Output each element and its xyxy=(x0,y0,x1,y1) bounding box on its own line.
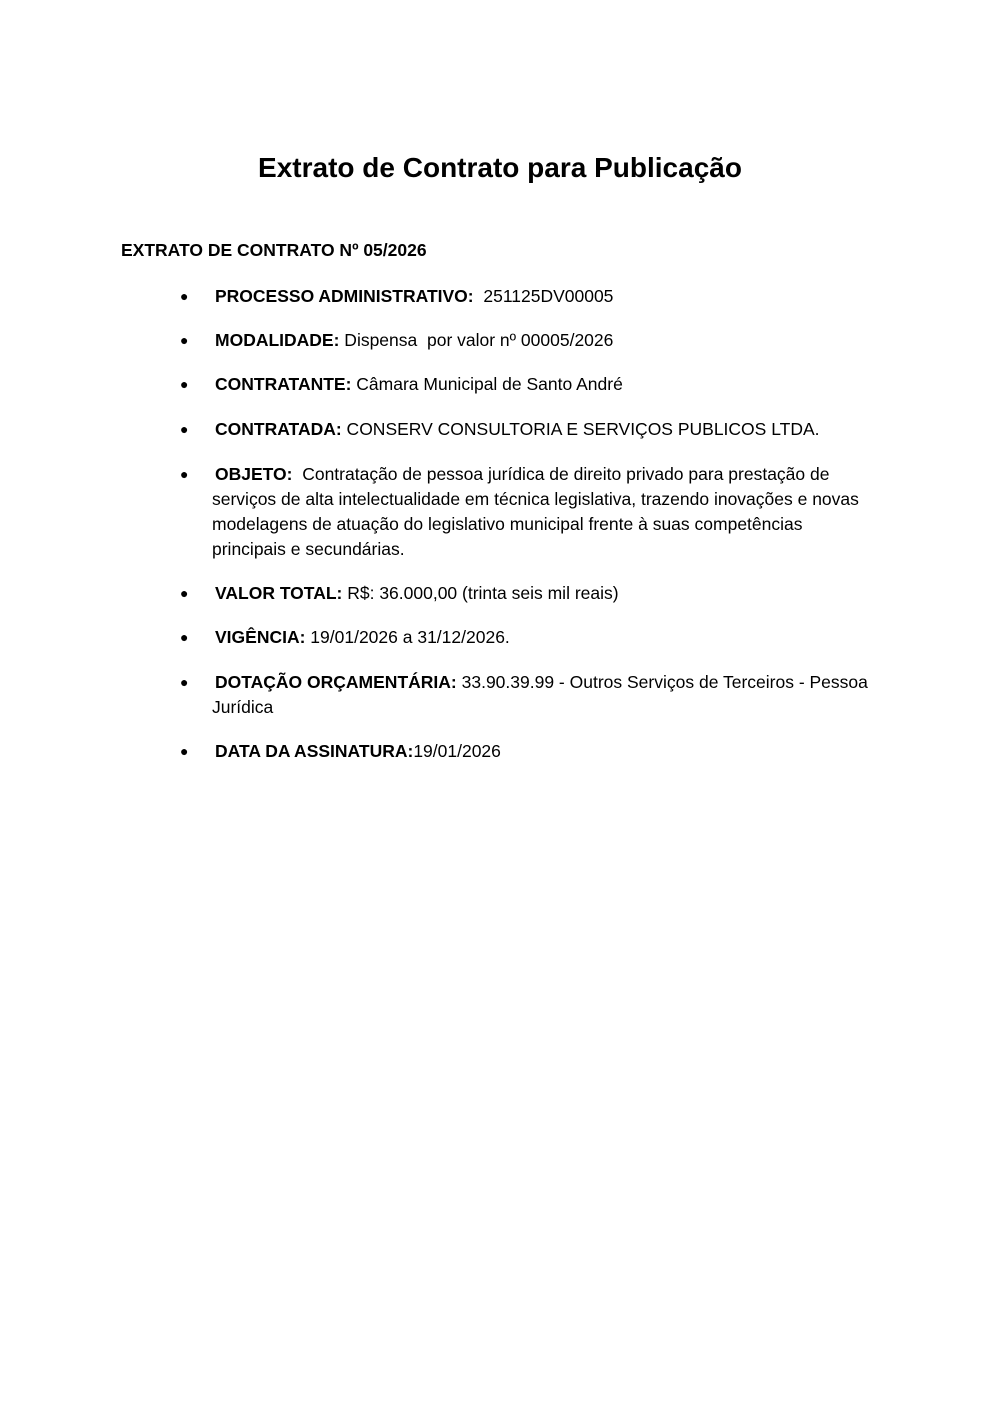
item-value: Contratação de pessoa jurídica de direito privado para prestação de serviços de alta intelectualidade em técnica legislativa, trazendo inovações e novas modelagens de atuação do legislativo municipal frente à suas competências principais e secundárias. xyxy=(212,464,864,559)
item-value: 19/01/2026 a 31/12/2026. xyxy=(305,627,510,647)
item-label: OBJETO: xyxy=(215,464,293,484)
item-text xyxy=(212,417,872,442)
bullet-icon: ● xyxy=(180,629,189,645)
item-label: DOTAÇÃO ORÇAMENTÁRIA: xyxy=(215,672,457,692)
bullet-icon: ● xyxy=(180,585,189,601)
item-label: PROCESSO ADMINISTRATIVO: xyxy=(215,286,474,306)
item-label: DATA DA ASSINATURA: xyxy=(215,741,414,761)
item-value: CONSERV CONSULTORIA E SERVIÇOS PUBLICOS LTDA. xyxy=(341,419,820,439)
document-title: Extrato de Contrato para Publicação xyxy=(258,152,742,183)
item-value: 33.90.39.99 - Outros Serviços de Terceiros - Pessoa Jurídica xyxy=(212,672,873,717)
bullet-icon: ● xyxy=(180,332,189,348)
bullet-icon: ● xyxy=(180,466,189,482)
item-text xyxy=(212,581,872,606)
item-label: MODALIDADE: xyxy=(215,330,340,350)
item-value: 19/01/2026 xyxy=(413,741,501,761)
item-text xyxy=(212,462,872,562)
item-text xyxy=(212,670,872,720)
bullet-icon: ● xyxy=(180,288,189,304)
item-label: VIGÊNCIA: xyxy=(215,627,306,647)
item-text xyxy=(212,625,872,650)
item-value: Câmara Municipal de Santo André xyxy=(351,374,623,394)
item-label: CONTRATANTE: xyxy=(215,374,352,394)
bullet-icon: ● xyxy=(180,743,189,759)
item-label: VALOR TOTAL: xyxy=(215,583,343,603)
item-value: 251125DV00005 xyxy=(473,286,614,306)
bullet-icon: ● xyxy=(180,674,189,690)
item-text xyxy=(212,739,872,764)
item-value: R$: 36.000,00 (trinta seis mil reais) xyxy=(342,583,619,603)
bullet-icon: ● xyxy=(180,421,189,437)
item-text xyxy=(212,284,872,309)
item-value: Dispensa por valor nº 00005/2026 xyxy=(339,330,614,350)
item-text xyxy=(212,372,872,397)
item-label: CONTRATADA: xyxy=(215,419,342,439)
item-text xyxy=(212,328,872,353)
bullet-icon: ● xyxy=(180,376,189,392)
contract-extract-heading: EXTRATO DE CONTRATO Nº 05/2026 xyxy=(121,240,427,260)
